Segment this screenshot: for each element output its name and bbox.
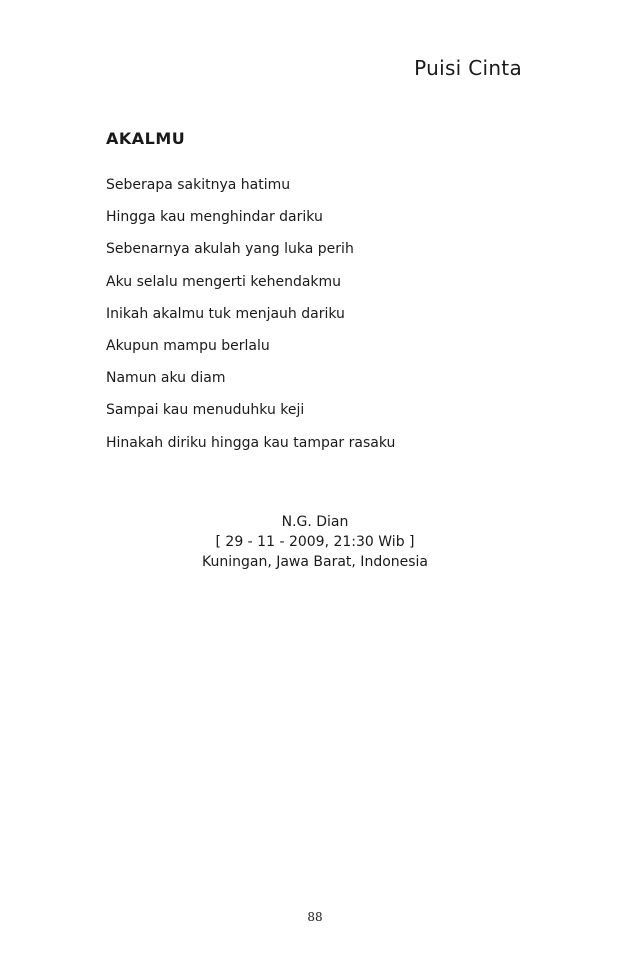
poem-title: AKALMU bbox=[106, 129, 186, 148]
poem-line: Seberapa sakitnya hatimu bbox=[106, 177, 291, 193]
location: Kuningan, Jawa Barat, Indonesia bbox=[201, 554, 429, 570]
poem-body bbox=[106, 173, 395, 463]
page-number: 88 bbox=[307, 910, 323, 924]
poem-line: Sampai kau menuduhku keji bbox=[106, 402, 305, 419]
signature-block bbox=[0, 512, 630, 572]
poem-line: Hinakah diriku hingga kau tampar rasaku bbox=[106, 434, 396, 451]
running-header: Puisi Cinta bbox=[414, 56, 522, 80]
poem-line: Namun aku diam bbox=[106, 370, 226, 387]
poem-line: Hingga kau menghindar dariku bbox=[106, 209, 323, 226]
poem-line: Aku selalu mengerti kehendakmu bbox=[106, 273, 342, 290]
poem-line: Sebenarnya akulah yang luka perih bbox=[106, 241, 354, 258]
poem-line: Inikah akalmu tuk menjauh dariku bbox=[106, 305, 345, 322]
date-stamp: [ 29 - 11 - 2009, 21:30 Wib ] bbox=[215, 534, 415, 550]
author-name: N.G. Dian bbox=[281, 514, 349, 530]
poem-line: Akupun mampu berlalu bbox=[106, 337, 270, 354]
